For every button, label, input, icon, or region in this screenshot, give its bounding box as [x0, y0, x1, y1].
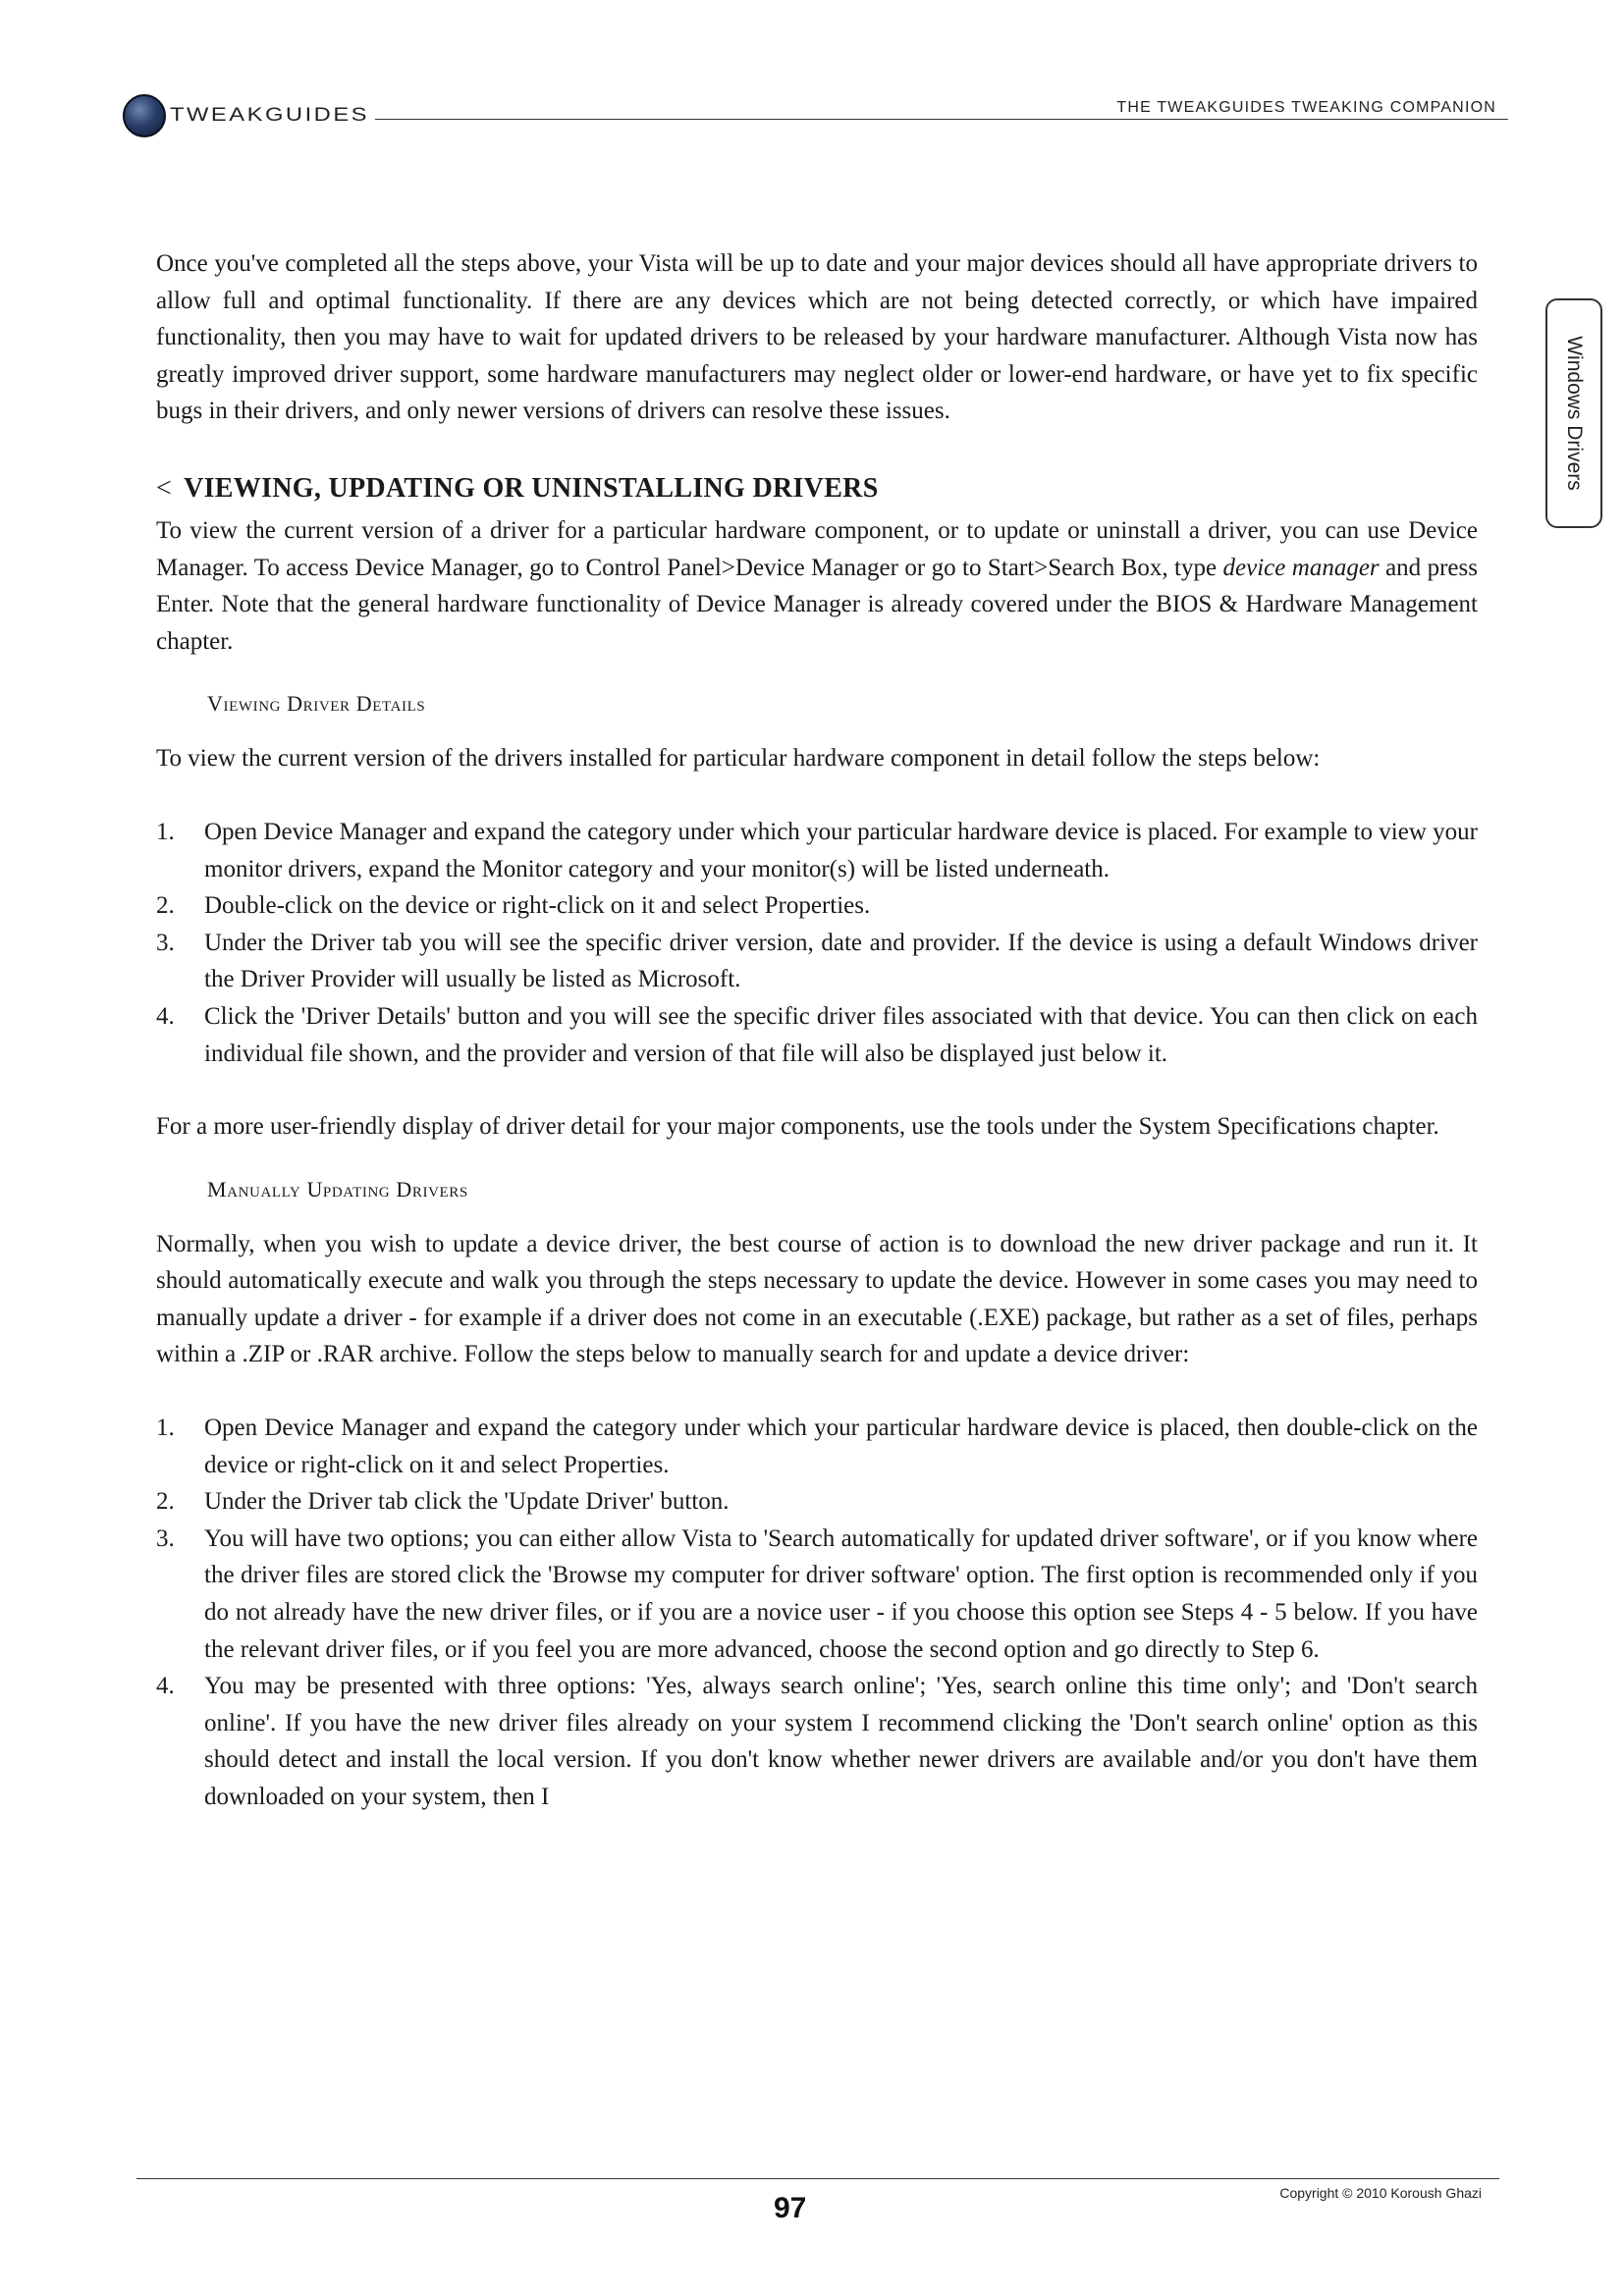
viewing-steps-list: [156, 814, 1478, 1072]
subheading-manual: Manually Updating Drivers: [207, 1176, 468, 1201]
site-logo: [123, 94, 370, 137]
manual-steps-list: [156, 1410, 1478, 1816]
section-marker-icon: <: [156, 472, 173, 504]
page-body: [156, 245, 1478, 1816]
list-item: 4. Click the 'Driver Details' button and you will see the specific driver files associated with that device. You can then click on each individual file shown, and the provider and version of that file will also be displayed just below it.: [156, 1002, 1478, 1067]
logo-emblem-icon: [123, 94, 166, 137]
list-item: 3. You will have two options; you can either allow Vista to 'Search automatically for updated driver software', or if you know where the driver files are stored click the 'Browse my computer for driver software' option. The first option is recommended only if you do not already have the new driver files, or if you are a novice user - if you choose this option see Steps 4 - 5 below. If you have the relevant driver files, or if you feel you are more advanced, choose the second option and go directly to Step 6.: [156, 1524, 1478, 1663]
running-header: THE TWEAKGUIDES TWEAKING COMPANION: [1116, 99, 1496, 116]
logo-text: TWEAKGUIDES: [170, 105, 370, 126]
footer-divider: [136, 2178, 1499, 2179]
list-item: 2. Under the Driver tab click the 'Update Driver' button.: [156, 1488, 730, 1516]
section-heading-text: VIEWING, UPDATING OR UNINSTALLING DRIVERS: [184, 472, 879, 504]
subheading-viewing: Viewing Driver Details: [207, 691, 426, 717]
section-paragraph: [156, 512, 1478, 660]
page-number: 97: [774, 2192, 807, 2224]
list-item: 4. You may be presented with three options: 'Yes, always search online'; 'Yes, search online this time only'; and 'Don't search online'. If you have the new driver files already on your system I recommend clicking the 'Don't search online' option as this should detect and install the local version. If you don't know whether newer drivers are available and/or you don't have them downloaded on your system, then I: [156, 1673, 1478, 1810]
list-item: 1. Open Device Manager and expand the category under which your particular hardware device is placed. For example to view your monitor drivers, expand the Monitor category and your monitor(s) will be listed underneath.: [156, 818, 1478, 882]
intro-paragraph: Once you've completed all the steps above, your Vista will be up to date and your major devices should all have appropriate drivers to allow full and optimal functionality. If there are any devices which are not being detected correctly, or which have impaired functionality, then you may have to wait for updated drivers to be released by your hardware manufacturer. Although Vista now has greatly improved driver support, some hardware manufacturers may neglect older or lower-end hardware, or have yet to fix specific bugs in their drivers, and only newer versions of drivers can resolve these issues.: [156, 250, 1478, 425]
viewing-intro: To view the current version of the drivers installed for particular hardware component in detail follow the steps below:: [156, 745, 1321, 773]
list-item: 3. Under the Driver tab you will see the specific driver version, date and provider. If the device is using a default Windows driver the Driver Provider will usually be listed as Microsoft.: [156, 929, 1478, 993]
copyright-notice: Copyright © 2010 Koroush Ghazi: [1279, 2185, 1482, 2201]
header-divider: [375, 119, 1508, 120]
list-item: 1. Open Device Manager and expand the category under which your particular hardware device is placed, then double-click on the device or right-click on it and select Properties.: [156, 1415, 1478, 1478]
manual-intro: Normally, when you wish to update a device driver, the best course of action is to download the new driver package and run it. It should automatically execute and walk you through the steps necessary to update the device. However in some cases you may need to manually update a driver - for example if a driver does not come in an executable (.EXE) package, but rather as a set of files, perhaps within a .ZIP or .RAR archive. Follow the steps below to manually search for and update a device driver:: [156, 1230, 1478, 1368]
section-paragraph-italic: device manager: [1222, 554, 1380, 581]
section-paragraph-part2: and press Enter. Note that the general hardware functionality of Device Manager is already covered under the BIOS & Hardware Management chapter.: [156, 554, 1478, 655]
viewing-outro: For a more user-friendly display of driver detail for your major components, use the tools under the System Specifications chapter.: [156, 1113, 1439, 1141]
chapter-side-tab: [1545, 298, 1602, 528]
chapter-side-tab-label: Windows Drivers: [1563, 336, 1586, 491]
list-item: 2. Double-click on the device or right-click on it and select Properties.: [156, 892, 871, 920]
section-paragraph-part1: To view the current version of a driver for a particular hardware component, or to update or uninstall a driver, you can use Device Manager. To access Device Manager, go to Control Panel>Device Manager or go to Start>Search Box, type: [156, 516, 1478, 581]
section-heading: [156, 469, 1478, 508]
